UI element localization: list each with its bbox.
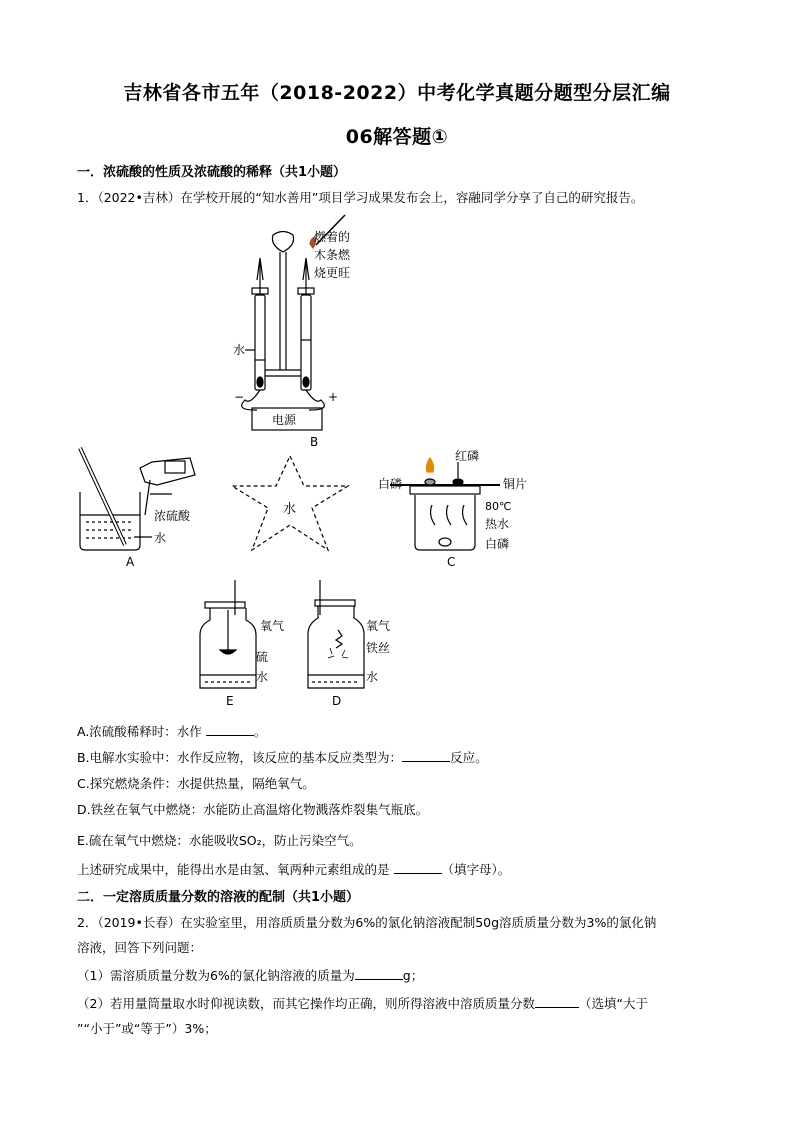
answer-blank-2-1[interactable] (355, 967, 403, 980)
svg-text:硫: 硫 (256, 650, 269, 664)
item-e: E.硫在氧气中燃烧：水能吸收SO₂，防止污染空气。 (77, 833, 362, 848)
svg-text:+: + (328, 390, 339, 404)
document-subtitle: 06解答题① (345, 126, 449, 148)
question-2-line-1: 2．（2019•长春）在实验室里，用溶质质量分数为6%的氯化钠溶液配制50g溶质质量分数为3%的氯化钠 (77, 915, 657, 930)
svg-text:热水: 热水 (485, 517, 510, 531)
apparatus-e-sulfur (200, 580, 256, 688)
section-heading-2: 二．一定溶质质量分数的溶液的配制（共1小题） (77, 890, 360, 905)
svg-text:木条燃: 木条燃 (314, 248, 351, 262)
question-2-sub-2-line-2: ”“小于”或“等于”）3%； (77, 1021, 217, 1036)
experiment-figure (60, 210, 540, 710)
answer-blank-a[interactable] (206, 723, 254, 736)
apparatus-d-iron (308, 580, 364, 688)
b-power-label: 电源 (272, 413, 297, 427)
svg-text:水: 水 (283, 502, 297, 517)
svg-text:水: 水 (366, 670, 379, 684)
apparatus-c-combustion (390, 458, 500, 550)
b-figure-label: B (310, 435, 319, 449)
item-a: A.浓硫酸稀释时：水作 。 (77, 724, 267, 739)
b-water-label: 水 (233, 343, 246, 357)
svg-text:水: 水 (256, 670, 269, 684)
answer-blank-b[interactable] (402, 749, 450, 762)
apparatus-a-dilution (80, 448, 195, 550)
a-figure-label: A (126, 555, 135, 569)
svg-text:氧气: 氧气 (260, 619, 285, 633)
item-b: B.电解水实验中：水作反应物，该反应的基本反应类型为： 反应。 (77, 750, 488, 765)
svg-text:浓硫酸: 浓硫酸 (154, 509, 191, 523)
svg-text:氧气: 氧气 (366, 619, 391, 633)
svg-text:80℃: 80℃ (485, 500, 512, 513)
answer-blank-conclusion[interactable] (394, 861, 442, 874)
e-figure-label: E (226, 694, 234, 708)
item-d: D.铁丝在氧气中燃烧：水能防止高温熔化物溅落炸裂集气瓶底。 (77, 802, 429, 817)
document-title: 吉林省各市五年（2018-2022）中考化学真题分题型分层汇编 (123, 82, 671, 104)
section-heading-1: 一．浓硫酸的性质及浓硫酸的稀释（共1小题） (77, 165, 347, 180)
svg-text:铜片: 铜片 (503, 477, 528, 491)
item-conclusion: 上述研究成果中，能得出水是由氢、氧两种元素组成的是 （填字母）。 (77, 862, 511, 877)
svg-text:烧更旺: 烧更旺 (314, 266, 351, 280)
svg-text:−: − (234, 390, 245, 404)
answer-blank-2-2[interactable] (535, 995, 579, 1008)
question-2-sub-2: （2）若用量筒量取水时仰视读数，而其它操作均正确，则所得溶液中溶质质量分数 （选填“大于 (77, 996, 648, 1011)
d-figure-label: D (332, 694, 342, 708)
question-1-stem: 1．（2022•吉林）在学校开展的“知水善用”项目学习成果发布会上，容融同学分享了自己的研究报告。 (77, 190, 644, 205)
svg-text:铁丝: 铁丝 (366, 641, 391, 655)
c-figure-label: C (447, 555, 456, 569)
svg-text:红磷: 红磷 (455, 449, 480, 463)
question-2-line-2: 溶液，回答下列问题： (77, 940, 203, 955)
item-c: C.探究燃烧条件：水提供热量，隔绝氧气。 (77, 776, 315, 791)
question-2-sub-1: （1）需溶质质量分数为6%的氯化钠溶液的质量为 g； (77, 968, 424, 983)
svg-text:水: 水 (154, 531, 167, 545)
svg-text:白磷: 白磷 (378, 477, 403, 491)
svg-text:燃着的: 燃着的 (314, 230, 351, 244)
svg-text:白磷: 白磷 (485, 537, 510, 551)
